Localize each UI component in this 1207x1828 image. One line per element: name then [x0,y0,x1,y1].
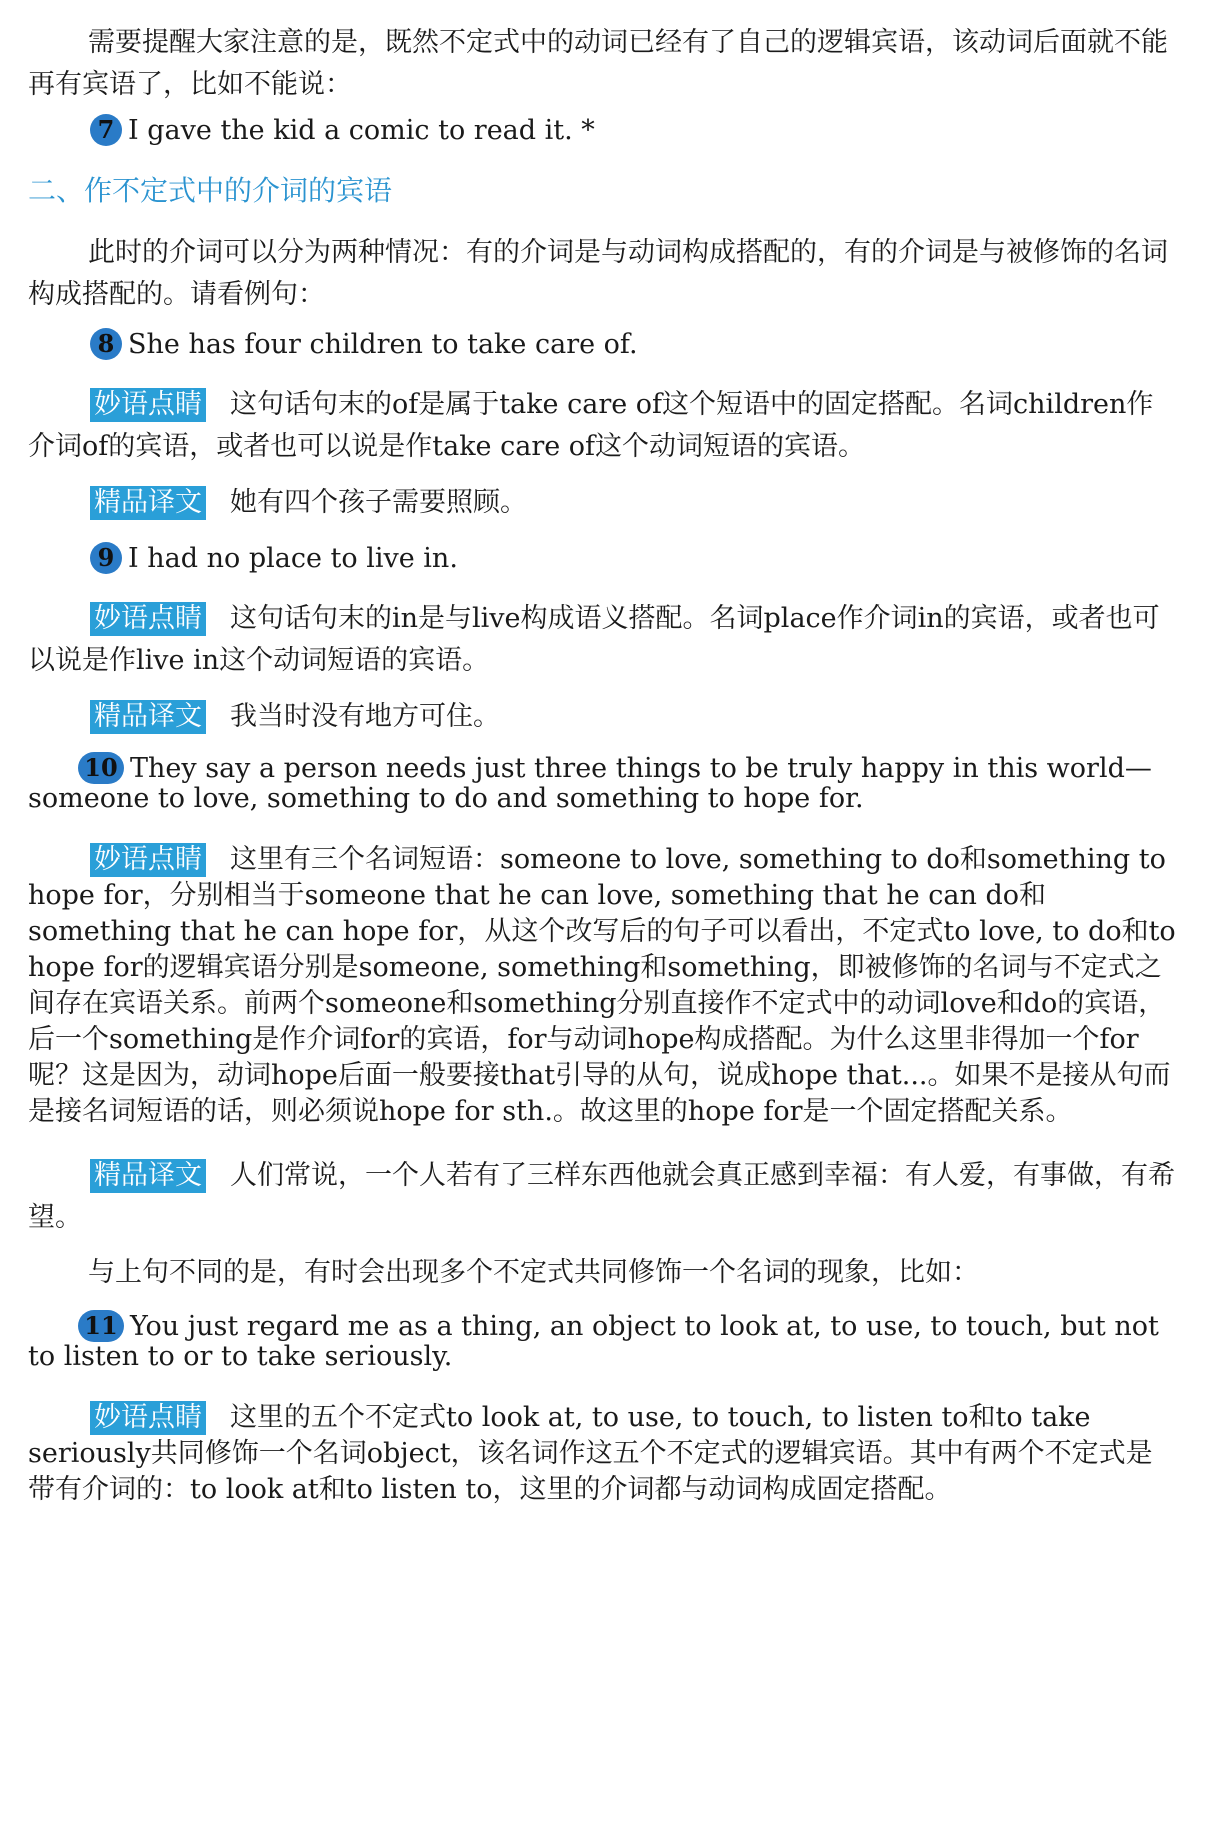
note-tag: 妙语点睛 [90,602,206,636]
example-number-badge: 11 [78,1310,124,1342]
example-number-badge: 10 [78,752,124,784]
translation-text: 人们常说，一个人若有了三样东西他就会真正感到幸福：有人爱，有事做，有希望。 [28,1160,1175,1233]
note-text: 这里有三个名词短语：someone to love, something to do和something to hope for，分别相当于someone that he can love, something that he can do和something that he can hope for，从这个改写后的句子可以看出，不定式to love, to do和to hope for的逻辑宾语分别是someone, something和something，即被修饰的名词与不定式之间存在宾语关系。前两个someone和something分别直接作不定式中的动词love和do的宾语，后一个something是作介词for的宾语，for与动词hope构成搭配。为什么这里非得加一个for呢？这是因为，动词hope后面一般要接that引导的从句，说成hope that...。如果不是接从句而是接名词短语的话，则必须说hope for sth.。故这里的hope for是一个固定搭配关系。 [28,844,1176,1127]
translation-text: 她有四个孩子需要照顾。 [230,487,527,518]
transition-paragraph: 与上句不同的是，有时会出现多个不定式共同修饰一个名词的现象，比如： [88,1257,979,1288]
note-block-9 [28,598,1178,682]
example-sentence: She has four children to take care of. [128,329,638,360]
example-sentence: I gave the kid a comic to read it. * [128,115,595,146]
translation-block-10 [28,1155,1178,1239]
note-block-8 [28,384,1178,468]
translation-text: 我当时没有地方可住。 [230,701,500,732]
example-number-badge: 7 [90,114,122,146]
example-11 [28,1310,1178,1372]
translation-tag: 精品译文 [90,486,206,520]
translation-block-9 [28,696,1178,738]
example-10 [28,752,1178,814]
section-heading: 二、作不定式中的介词的宾语 [28,174,393,207]
note-text: 这句话句末的of是属于take care of这个短语中的固定搭配。名词children作介词of的宾语，或者也可以说是作take care of这个动词短语的宾语。 [28,389,1154,462]
note-tag: 妙语点睛 [90,1401,206,1435]
translation-tag: 精品译文 [90,700,206,734]
note-text: 这里的五个不定式to look at, to use, to touch, to listen to和to take seriously共同修饰一个名词object，该名词作这五个不定式的逻辑宾语。其中有两个不定式是带有介词的：to look at和to listen to，这里的介词都与动词构成固定搭配。 [28,1402,1153,1505]
example-9 [28,538,1207,580]
translation-block-8 [28,482,1178,524]
note-tag: 妙语点睛 [90,843,206,877]
example-number-badge: 9 [90,542,122,574]
example-sentence: They say a person needs just three things to be truly happy in this world—someone to love, something to do and something to hope for. [28,753,1152,814]
translation-tag: 精品译文 [90,1159,206,1193]
note-block-10 [28,842,1178,1130]
note-text: 这句话句末的in是与live构成语义搭配。名词place作介词in的宾语，或者也可以说是作live in这个动词短语的宾语。 [28,603,1160,676]
example-sentence: I had no place to live in. [128,543,458,574]
example-sentence: You just regard me as a thing, an object to look at, to use, to touch, but not to listen to or to take seriously. [28,1311,1159,1372]
note-tag: 妙语点睛 [90,388,206,422]
section-paragraph: 此时的介词可以分为两种情况：有的介词是与动词构成搭配的，有的介词是与被修饰的名词构成搭配的。请看例句： [28,237,1168,310]
example-7 [28,110,1207,152]
example-number-badge: 8 [90,328,122,360]
example-8 [28,324,1207,366]
intro-paragraph: 需要提醒大家注意的是，既然不定式中的动词已经有了自己的逻辑宾语，该动词后面就不能再有宾语了，比如不能说： [28,27,1168,100]
note-block-11 [28,1400,1178,1508]
